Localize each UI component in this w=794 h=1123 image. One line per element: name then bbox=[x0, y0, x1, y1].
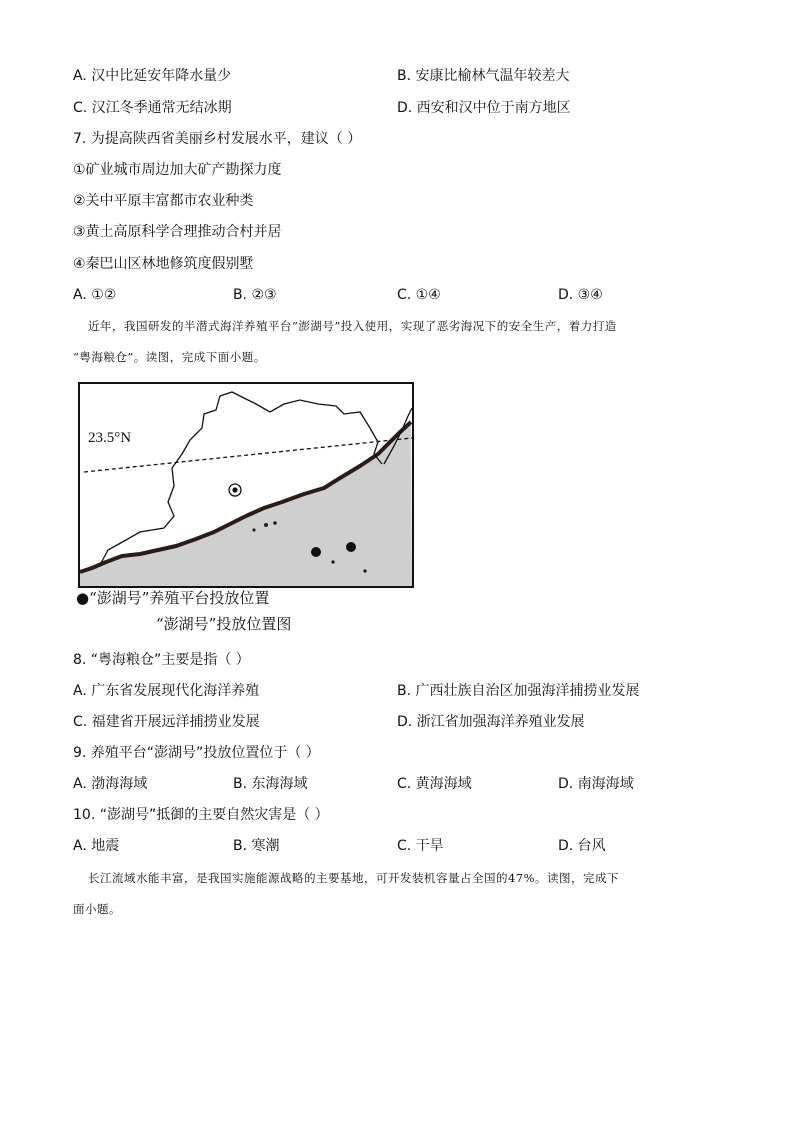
intro1-line1: 近年，我国研发的半潜式海洋养殖平台“澎湖号”投入使用，实现了恶劣海况下的安全生产，着力打造 bbox=[88, 319, 617, 333]
q9-option-c: C. 黄海海域 bbox=[397, 776, 472, 792]
platform-location-dot bbox=[311, 547, 321, 557]
island-dot bbox=[363, 569, 366, 572]
q10-option-b: B. 寒潮 bbox=[233, 838, 280, 854]
q6-option-c: C. 汉江冬季通常无结冰期 bbox=[73, 100, 232, 116]
q9-option-a: A. 渤海海域 bbox=[73, 776, 148, 792]
q6-option-b: B. 安康比榆林气温年较差大 bbox=[397, 68, 570, 84]
latitude-label: 23.5°N bbox=[88, 430, 132, 446]
island-dot bbox=[273, 521, 277, 525]
q7-item-1: ①矿业城市周边加大矿产勘探力度 bbox=[73, 162, 282, 178]
q8-stem: 8. “粤海粮仓”主要是指（ ） bbox=[73, 652, 250, 668]
q6-option-d: D. 西安和汉中位于南方地区 bbox=[397, 100, 571, 116]
q6-option-a: A. 汉中比延安年降水量少 bbox=[73, 68, 232, 84]
intro1-line2: “粤海粮仓”。读图，完成下面小题。 bbox=[73, 350, 266, 364]
q7-item-3: ③黄土高原科学合理推动合村并居 bbox=[73, 224, 282, 240]
q7-item-4: ④秦巴山区林地修筑度假别墅 bbox=[73, 256, 254, 272]
intro2-line2: 面小题。 bbox=[73, 902, 121, 916]
capital-city-marker bbox=[232, 487, 237, 492]
q7-option-d: D. ③④ bbox=[558, 287, 603, 303]
map-caption: “澎湖号”投放位置图 bbox=[156, 615, 292, 633]
q8-option-a: A. 广东省发展现代化海洋养殖 bbox=[73, 683, 260, 699]
q7-option-b: B. ②③ bbox=[233, 287, 277, 303]
q7-option-a: A. ①② bbox=[73, 287, 117, 303]
q9-option-d: D. 南海海域 bbox=[558, 776, 634, 792]
q9-option-b: B. 东海海域 bbox=[233, 776, 308, 792]
q10-option-c: C. 干旱 bbox=[397, 838, 444, 854]
q8-option-c: C. 福建省开展远洋捕捞业发展 bbox=[73, 714, 260, 730]
q7-option-c: C. ①④ bbox=[397, 287, 441, 303]
map-legend: ●“澎湖号”养殖平台投放位置 bbox=[76, 589, 270, 607]
q7-stem: 7. 为提高陕西省美丽乡村发展水平，建议（ ） bbox=[73, 131, 362, 147]
q10-stem: 10. “澎湖号”抵御的主要自然灾害是（ ） bbox=[73, 807, 329, 823]
q8-option-b: B. 广西壮族自治区加强海洋捕捞业发展 bbox=[397, 683, 640, 699]
intro2-line1: 长江流域水能丰富，是我国实施能源战略的主要基地，可开发装机容量占全国的47%。读图，完成下 bbox=[88, 871, 620, 885]
q10-option-a: A. 地震 bbox=[73, 838, 120, 854]
platform-location-dot bbox=[346, 542, 356, 552]
island-dot bbox=[252, 528, 255, 531]
island-dot bbox=[264, 523, 268, 527]
q9-stem: 9. 养殖平台“澎湖号”投放位置位于（ ） bbox=[73, 745, 320, 761]
penghu-location-map bbox=[78, 382, 414, 588]
q8-option-d: D. 浙江省加强海洋养殖业发展 bbox=[397, 714, 585, 730]
island-dot bbox=[331, 560, 334, 563]
q10-option-d: D. 台风 bbox=[558, 838, 606, 854]
q7-item-2: ②关中平原丰富都市农业种类 bbox=[73, 193, 254, 209]
